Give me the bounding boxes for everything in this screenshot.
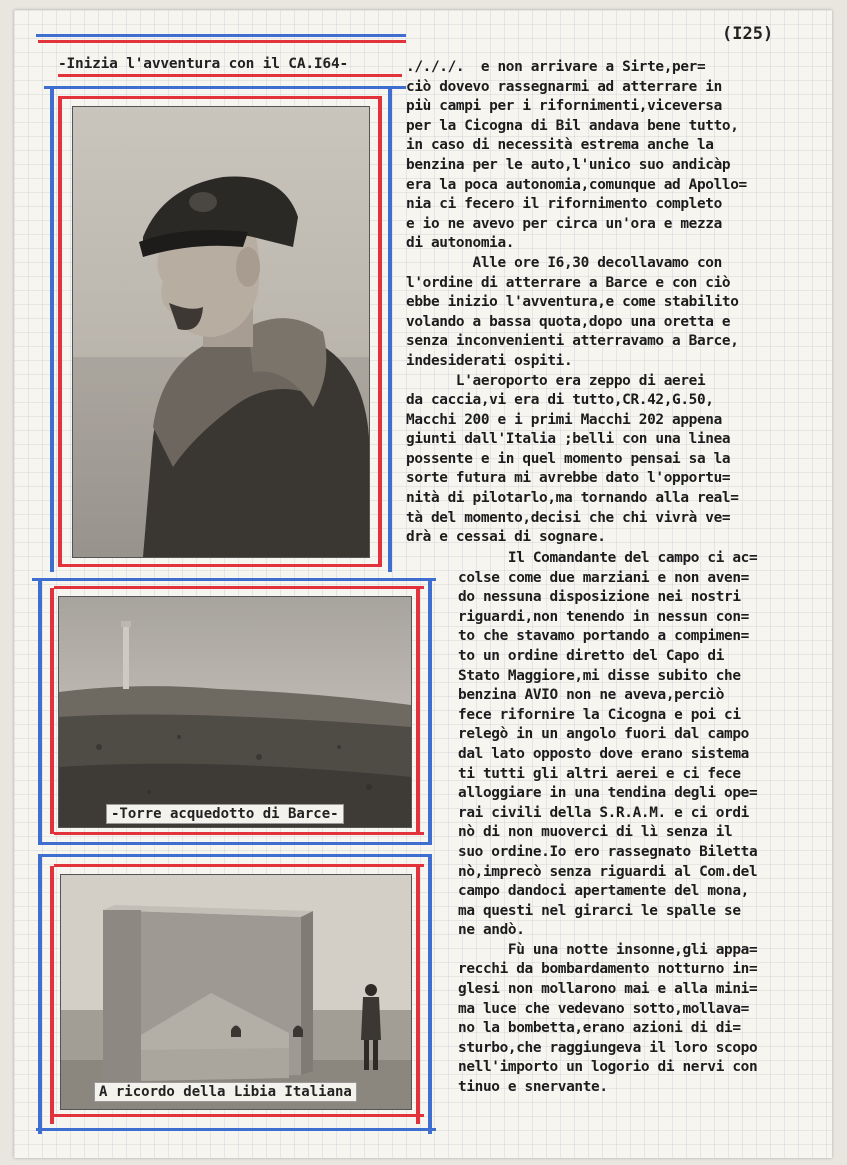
text-line: fece rifornire la Cicogna e poi ci (458, 706, 741, 723)
text-line: giunti dall'Italia ;belli con una linea (406, 431, 731, 448)
text-line: Macchi 200 e i primi Macchi 202 appena (406, 411, 722, 428)
text-line: campo dandoci apertamente del mona, (458, 883, 749, 900)
frame1-right-blue (388, 86, 392, 572)
text-line: l'ordine di atterrare a Barce e con ciò (406, 274, 731, 291)
photo3-caption: A ricordo della Libia Italiana (94, 1082, 357, 1102)
frame2-right-red (416, 588, 420, 834)
frame2-left-red (50, 588, 54, 834)
text-line: per la Cicogna di Bil andava bene tutto, (406, 117, 739, 134)
text-line: glesi non mollarono mai e alla mini= (458, 981, 758, 998)
stripe-top-red (38, 40, 406, 43)
text-line: Stato Maggiore,mi disse subito che (458, 667, 741, 684)
text-line: suo ordine.Io ero rassegnato Biletta (458, 843, 758, 860)
text-line: relegò in un angolo fuori dal campo (458, 726, 749, 743)
frame3-left-blue (38, 854, 42, 1134)
text-line: ebbe inizio l'avventura,e come stabilito (406, 294, 739, 311)
text-line: di autonomia. (406, 235, 515, 252)
frame2-bottom-red (54, 832, 424, 835)
text-line: da caccia,vi era di tutto,CR.42,G.50, (406, 392, 714, 409)
stripe-caption-blue (44, 86, 406, 89)
portrait-photo (72, 106, 370, 558)
monument-photo (60, 874, 412, 1110)
text-line: sturbo,che raggiungeva il loro scopo (458, 1039, 758, 1056)
text-line: to che stavamo portando a compimen= (458, 628, 749, 645)
text-line: recchi da bombardamento notturno in= (458, 961, 758, 978)
frame2-left-blue (38, 578, 42, 842)
landscape-tower-photo (58, 596, 412, 828)
text-line: nò di non muoverci di lì senza il (458, 824, 733, 841)
page-number: (I25) (722, 24, 774, 44)
text-line: riguardi,non tenendo in nessun con= (458, 608, 749, 625)
text-line: nò,imprecò senza riguardi al Com.del (458, 863, 758, 880)
frame1-top-red (58, 96, 382, 99)
frame3-top-blue (38, 854, 432, 857)
text-line: Fù una notte insonne,gli appa= (458, 941, 758, 958)
frame2-top-blue (32, 578, 436, 581)
text-upper (406, 58, 747, 548)
text-line: benzina AVIO non ne aveva,perciò (458, 687, 725, 704)
frame2-right-blue (428, 578, 432, 842)
text-line: volando a bassa quota,dopo una oretta e (406, 313, 731, 330)
text-line: ne andò. (458, 922, 525, 939)
document-page (14, 10, 832, 1158)
text-line: nia ci fecero il rifornimento completo (406, 196, 722, 213)
text-line: possente e in quel momento pensai sa la (406, 450, 731, 467)
text-line: tinuo e snervante. (458, 1079, 608, 1096)
text-line: tà del momento,decisi che chi vivrà ve= (406, 509, 731, 526)
text-line: L'aeroporto era zeppo di aerei (406, 372, 706, 389)
frame1-right-red (378, 96, 382, 566)
text-line: ti tutti gli altri aerei e ci fece (458, 765, 741, 782)
text-line: do nessuna disposizione nei nostri (458, 589, 741, 606)
stripe-caption-red (58, 74, 402, 77)
text-line: to un ordine diretto del Capo di (458, 647, 725, 664)
text-line: dal lato opposto dove erano sistema (458, 745, 749, 762)
text-line: alloggiare in una tendina degli ope= (458, 785, 758, 802)
frame2-top-red (54, 586, 424, 589)
stripe-top-blue (36, 34, 406, 37)
frame3-top-red (54, 864, 424, 867)
text-line: Alle ore I6,30 decollavamo con (406, 254, 722, 271)
text-line: nità di pilotarlo,ma tornando alla real= (406, 490, 739, 507)
text-line: ma luce che vedevano sotto,mollava= (458, 1000, 749, 1017)
text-line: sorte futura mi avrebbe dato l'opportu= (406, 470, 731, 487)
text-line: ma questi nel girarci le spalle se (458, 902, 741, 919)
text-line: drà e cessai di sognare. (406, 529, 606, 546)
text-line: senza inconvenienti atterravamo a Barce, (406, 333, 739, 350)
frame3-right-blue (428, 854, 432, 1134)
text-line: nell'importo un logorio di nervi con (458, 1059, 758, 1076)
frame3-right-red (416, 866, 420, 1124)
text-line: colse come due marziani e non aven= (458, 569, 749, 586)
frame1-left-blue (50, 86, 54, 572)
text-line: ciò dovevo rassegnarmi ad atterrare in (406, 78, 722, 95)
text-line: rai civili della S.R.A.M. e ci ordi (458, 804, 749, 821)
text-line: in caso di necessità estrema anche la (406, 137, 714, 154)
frame3-left-red (50, 866, 54, 1124)
text-line: benzina per le auto,l'unico suo andicàp (406, 156, 731, 173)
text-line: ./././. e non arrivare a Sirte,per= (406, 59, 706, 75)
text-line: e io ne avevo per circa un'ora e mezza (406, 215, 722, 232)
text-line: Il Comandante del campo ci ac= (458, 550, 758, 566)
frame3-bottom-blue (36, 1128, 436, 1131)
text-line: era la poca autonomia,comunque ad Apollo= (406, 176, 747, 193)
caption-top: -Inizia l'avventura con il CA.I64- (58, 56, 349, 72)
frame3-bottom-red (54, 1114, 424, 1117)
text-lower (458, 549, 757, 1098)
frame1-left-red (58, 96, 62, 566)
frame1-bottom-red (58, 564, 382, 567)
text-line: indesiderati ospiti. (406, 352, 573, 369)
frame2-bottom-blue (38, 842, 432, 845)
photo2-caption: -Torre acquedotto di Barce- (106, 804, 344, 824)
text-line: no la bombetta,erano azioni di di= (458, 1020, 741, 1037)
text-line: più campi per i rifornimenti,viceversa (406, 98, 722, 115)
